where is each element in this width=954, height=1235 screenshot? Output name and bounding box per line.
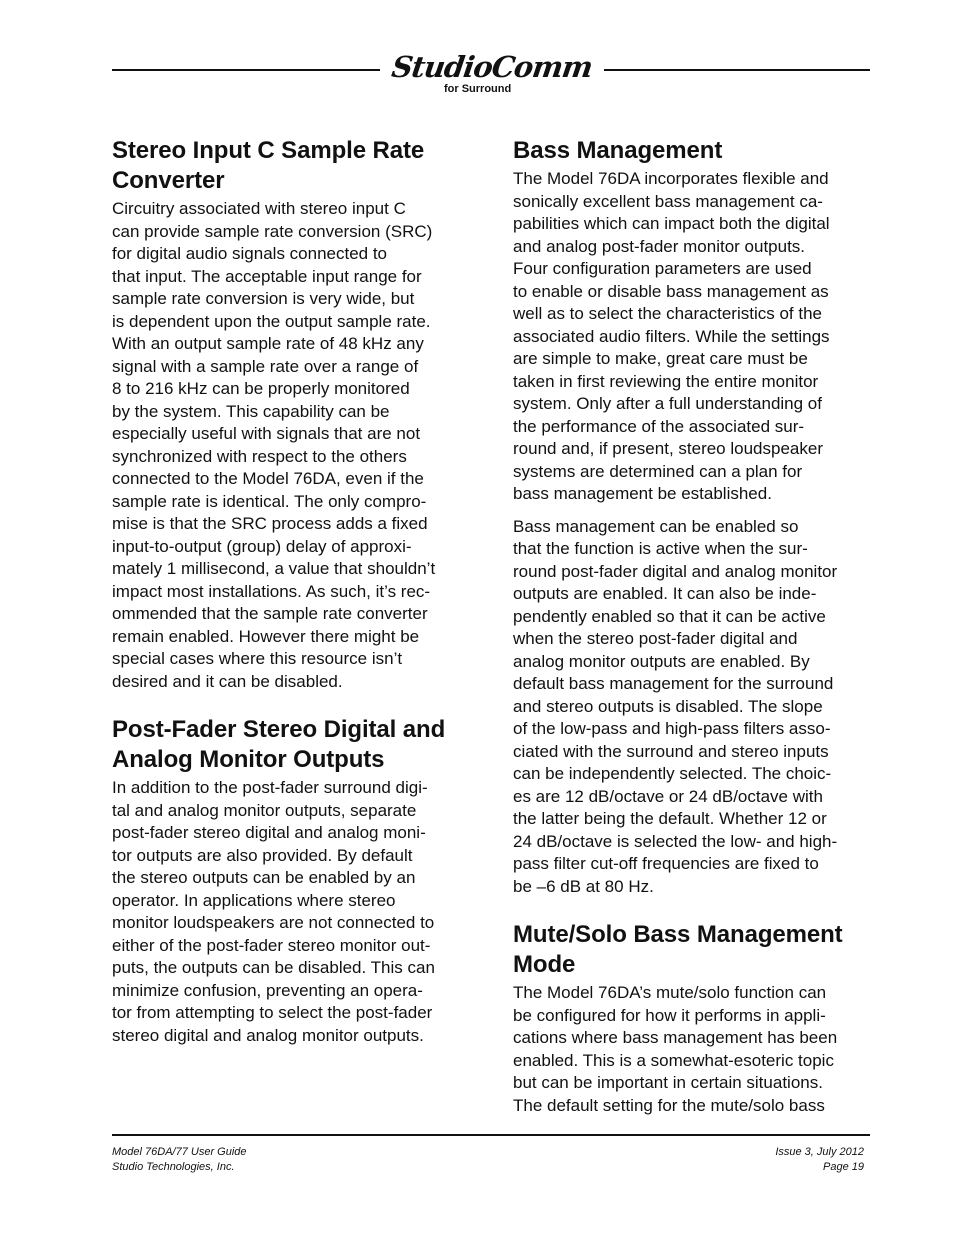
src-body: Circuitry associated with stereo input C can provide sample rate conversion (SRC) for digital audio signals connected to that input. The acceptable input range for sample rate conversion is very wide, but is dependent upon the output sample rate. With an output sample rate of 48 kHz any signal with a sample rate over a range of 8 to 216 kHz can be properly monitored by the system. This capability can be especially useful with signals that are not synchronized with respect to the others connected to the Model 76DA, even if the sample rate is identical. The only compro- mise is that the SRC process adds a fixed input-to-output (group) delay of approxi- mately 1 millisecond, a value that shouldn’t impact most installations. As such, it’s rec- ommended that the sample rate converter remain enabled. However there might be special cases where this resource isn’t desired and it can be disabled. bbox=[112, 199, 436, 691]
footer-page-number: Page 19 bbox=[823, 1161, 864, 1173]
postfader-body: In addition to the post-fader surround digi- tal and analog monitor outputs, separate post-fader stereo digital and analog moni- tor outputs are also provided. By default the stereo outputs can be enabled by an operator. In applications where stereo monitor loudspeakers are not connected to either of the post-fader stereo monitor out- puts, the outputs can be disabled. This can minimize confusion, preventing an opera- tor from attempting to select the post-fader stereo digital and analog monitor outputs. bbox=[112, 778, 435, 1045]
footer-issue: Issue 3, July 2012 bbox=[775, 1146, 864, 1158]
bass-body-1: The Model 76DA incorporates flexible and sonically excellent bass management ca- pabilities which can impact both the digital and analog post-fader monitor outputs. Four configuration parameters are used to enable or disable bass management as well as to select the characteristics of the associated audio filters. While the settings are simple to make, great care must be taken in first reviewing the entire monitor system. Only after a full understanding of the performance of the associated sur- round and, if present, stereo loudspeaker systems are determined can a plan for bass management be established. bbox=[513, 169, 830, 503]
left-column bbox=[112, 136, 472, 1047]
bass-body-2: Bass management can be enabled so that the function is active when the sur- round post-fader digital and analog monitor outputs are enabled. It can also be inde- pendently enabled so that it can be active when the stereo post-fader digital and analog monitor outputs are enabled. By default bass management for the surround and stereo outputs is disabled. The slope of the low-pass and high-pass filters asso- ciated with the surround and stereo inputs can be independently selected. The choic- es are 12 dB/octave or 24 dB/octave with the latter being the default. Whether 12 or 24 dB/octave is selected the low- and high- pass filter cut-off frequencies are fixed to be –6 dB at 80 Hz. bbox=[513, 516, 838, 896]
src-heading: Stereo Input C Sample Rate Converter bbox=[112, 137, 425, 194]
bass-heading: Bass Management bbox=[513, 137, 723, 164]
footer-right bbox=[775, 1145, 864, 1175]
footer-rule bbox=[112, 1134, 870, 1136]
header-rule-left bbox=[112, 69, 380, 71]
header-rule-right bbox=[604, 69, 870, 71]
right-column bbox=[513, 136, 875, 1117]
mute-body: The Model 76DA’s mute/solo function can be configured for how it performs in appli- cations where bass management has been enabled. This is a somewhat-esoteric topic but can be important in certain situations. The default setting for the mute/solo bass bbox=[513, 983, 838, 1115]
logo-subtitle: for Surround bbox=[444, 83, 512, 95]
footer-company: Studio Technologies, Inc. bbox=[112, 1161, 235, 1173]
logo-script-text: StudioComm bbox=[389, 50, 595, 84]
footer-left bbox=[112, 1145, 247, 1175]
footer-guide-title: Model 76DA/77 User Guide bbox=[112, 1146, 247, 1158]
postfader-heading: Post-Fader Stereo Digital and Analog Monitor Outputs bbox=[112, 716, 446, 773]
studiocomm-logo bbox=[380, 50, 604, 95]
mute-heading: Mute/Solo Bass Management Mode bbox=[513, 921, 843, 978]
